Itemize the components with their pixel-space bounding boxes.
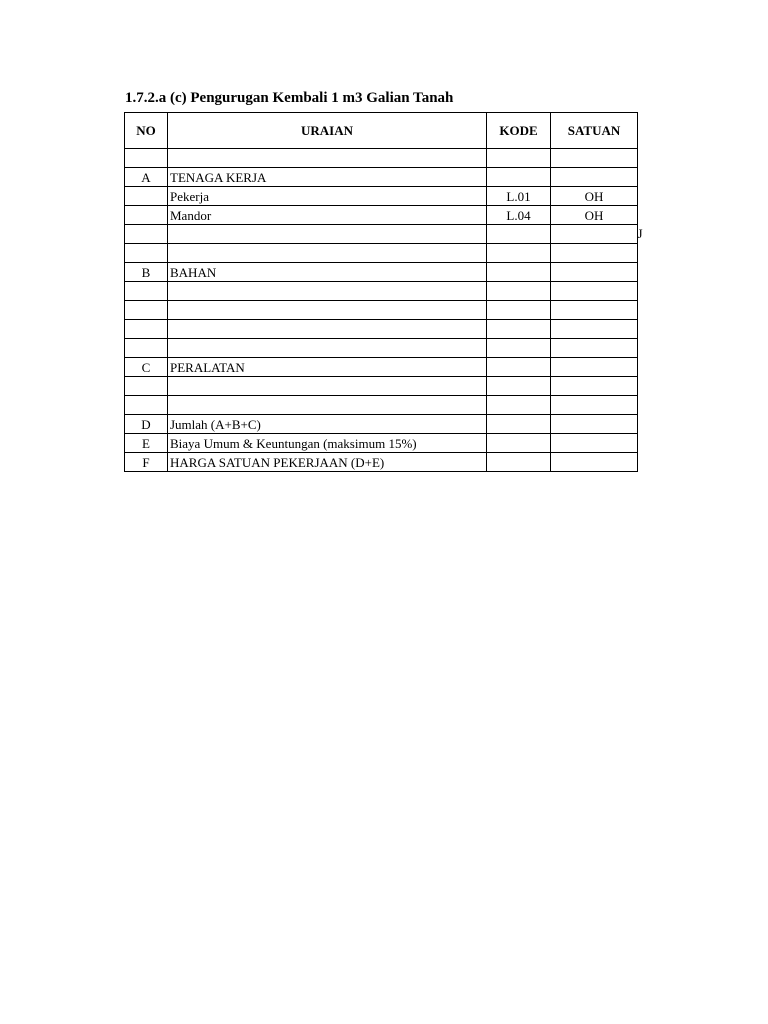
row-kode [487,339,551,358]
row-uraian [168,301,487,320]
row-satuan [551,187,638,206]
row-no-text: F [142,454,150,470]
table-row [125,396,638,415]
table-row [125,225,638,244]
row-no-text: C [141,359,151,375]
row-kode [487,263,551,282]
row-uraian [168,244,487,263]
row-uraian-text: BAHAN [170,264,217,280]
page-title: 1.7.2.a (c) Pengurugan Kembali 1 m3 Galian Tanah [125,90,454,106]
table-row [125,244,638,263]
row-satuan [551,301,638,320]
row-kode [487,187,551,206]
overflow-text: J [637,226,643,241]
row-kode [487,320,551,339]
row-satuan [551,149,638,168]
table-row [125,263,638,282]
row-uraian [168,282,487,301]
row-satuan [551,396,638,415]
row-no [125,206,168,225]
row-uraian-text: Jumlah (A+B+C) [170,416,261,432]
header-no: NO [125,113,168,149]
row-no-text: D [141,416,151,432]
analysis-table [124,112,643,472]
row-no [125,149,168,168]
row-uraian [168,225,487,244]
row-uraian [168,453,487,472]
row-satuan [551,434,638,453]
table-row [125,206,638,225]
row-no [125,187,168,206]
row-kode [487,149,551,168]
row-no [125,453,168,472]
row-no [125,339,168,358]
table-row [125,434,638,453]
table-row [125,415,638,434]
row-kode [487,168,551,187]
row-satuan-text: OH [584,207,604,223]
row-satuan [551,263,638,282]
table-row [125,358,638,377]
row-uraian [168,396,487,415]
row-satuan [551,244,638,263]
row-uraian-text: Biaya Umum & Keuntungan (maksimum 15%) [170,435,417,451]
row-uraian-text: HARGA SATUAN PEKERJAAN (D+E) [170,454,385,470]
header-kode: KODE [487,113,551,149]
table-row [125,301,638,320]
row-uraian [168,168,487,187]
row-kode [487,206,551,225]
row-no [125,434,168,453]
row-satuan-text: OH [584,188,604,204]
table-row [125,377,638,396]
row-no [125,225,168,244]
row-satuan [551,339,638,358]
row-kode [487,415,551,434]
row-kode-text: L.04 [506,207,531,223]
row-no-text: B [141,264,151,280]
table-header-row [125,113,638,149]
header-satuan: SATUAN [551,113,638,149]
row-kode [487,358,551,377]
table-row [125,453,638,472]
row-kode [487,453,551,472]
row-kode [487,225,551,244]
row-uraian [168,149,487,168]
header-uraian: URAIAN [168,113,487,149]
table-row [125,282,638,301]
row-no [125,415,168,434]
row-satuan [551,377,638,396]
row-no-text: A [141,169,151,185]
row-satuan [551,320,638,339]
row-no [125,263,168,282]
row-satuan [551,358,638,377]
row-uraian [168,415,487,434]
row-uraian-text: Pekerja [170,188,209,204]
row-no [125,377,168,396]
row-uraian-text: Mandor [170,207,212,223]
row-satuan [551,415,638,434]
row-no [125,301,168,320]
row-kode-text: L.01 [506,188,531,204]
row-uraian [168,263,487,282]
row-satuan [551,453,638,472]
row-satuan [551,168,638,187]
table-row [125,149,638,168]
row-uraian [168,377,487,396]
row-uraian [168,358,487,377]
row-kode [487,301,551,320]
row-kode [487,244,551,263]
row-no [125,358,168,377]
row-uraian [168,434,487,453]
row-kode [487,434,551,453]
row-uraian [168,187,487,206]
row-no [125,282,168,301]
row-no-text: E [142,435,150,451]
row-uraian-text: PERALATAN [170,359,245,375]
table-row [125,320,638,339]
row-kode [487,377,551,396]
row-kode [487,396,551,415]
row-no [125,396,168,415]
table-row [125,168,638,187]
row-kode [487,282,551,301]
row-no [125,168,168,187]
row-no [125,244,168,263]
row-uraian-text: TENAGA KERJA [170,169,267,185]
table-row [125,187,638,206]
row-uraian [168,339,487,358]
row-satuan [551,282,638,301]
row-satuan [551,225,643,244]
row-uraian [168,206,487,225]
table-row [125,339,638,358]
table-body [125,149,643,472]
row-satuan [551,206,638,225]
row-uraian [168,320,487,339]
row-no [125,320,168,339]
